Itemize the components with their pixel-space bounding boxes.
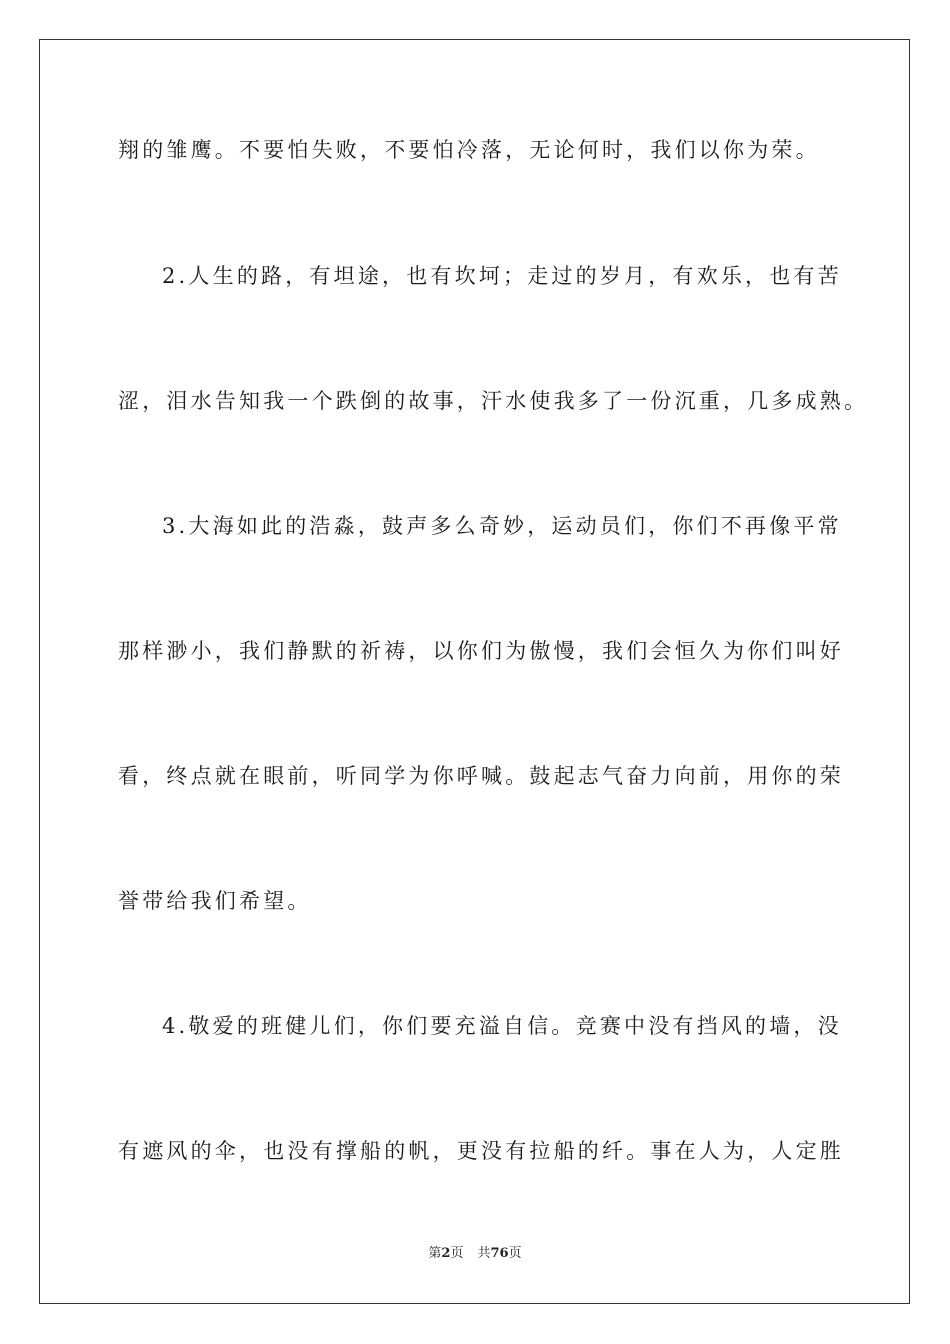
total-suffix: 页 <box>508 1246 522 1261</box>
text-line-4: 3.大海如此的浩淼，鼓声多么奇妙，运动员们，你们不再像平常 <box>162 514 842 538</box>
total-pages: 76 <box>490 1246 509 1261</box>
text-line-6: 看，终点就在眼前，听同学为你呼喊。鼓起志气奋力向前，用你的荣 <box>118 764 844 788</box>
text-line-2: 2.人生的路，有坦途，也有坎坷；走过的岁月，有欢乐，也有苦 <box>162 264 842 288</box>
page-border <box>39 39 910 1304</box>
text-line-3: 涩，泪水告知我一个跌倒的故事，汗水使我多了一份沉重，几多成熟。 <box>118 389 869 413</box>
total-prefix: 共 <box>477 1246 491 1261</box>
text-line-5: 那样渺小，我们静默的祈祷，以你们为傲慢，我们会恒久为你们叫好 <box>118 639 844 663</box>
text-line-9: 有遮风的伞，也没有撑船的帆，更没有拉船的纤。事在人为，人定胜 <box>118 1139 844 1163</box>
page-suffix: 页 <box>450 1246 464 1261</box>
text-line-8: 4.敬爱的班健儿们，你们要充溢自信。竞赛中没有挡风的墙，没 <box>162 1014 842 1038</box>
text-line-1: 翔的雏鹰。不要怕失败，不要怕冷落，无论何时，我们以你为荣。 <box>118 138 820 162</box>
page-number: 2 <box>441 1246 451 1261</box>
text-line-7: 誉带给我们希望。 <box>118 889 312 913</box>
page-footer <box>0 1245 950 1263</box>
page-prefix: 第 <box>428 1246 442 1261</box>
